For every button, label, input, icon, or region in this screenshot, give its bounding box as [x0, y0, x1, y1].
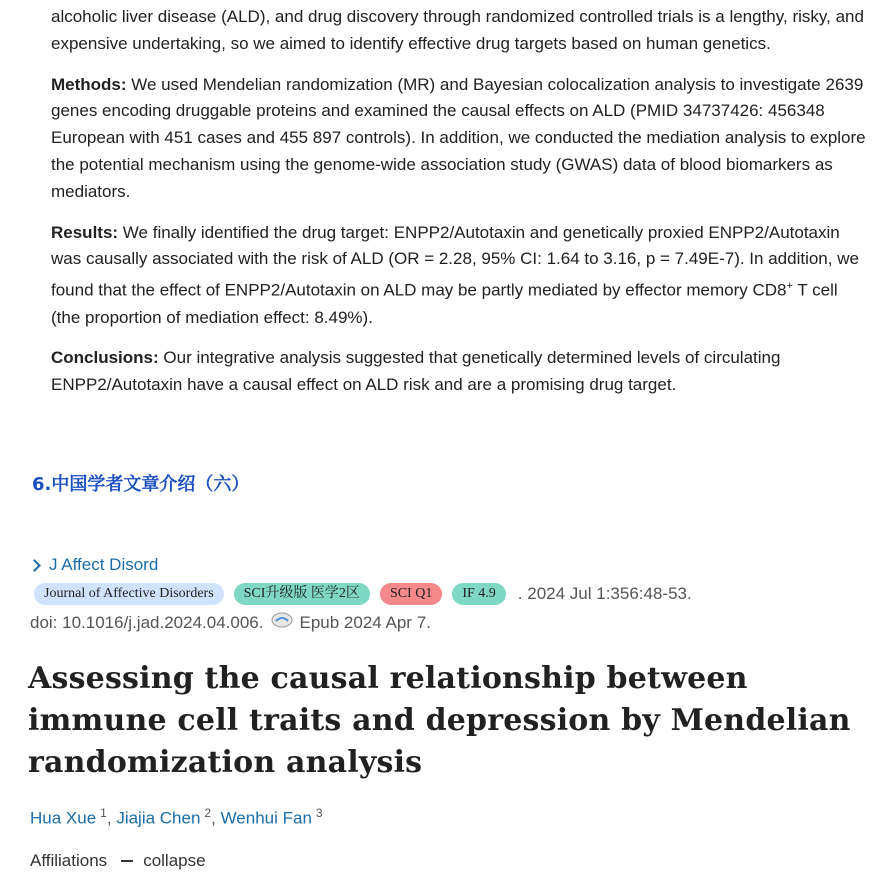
results-label: Results:	[51, 222, 119, 242]
doi-line	[30, 612, 431, 633]
journal-badges	[34, 583, 692, 605]
author-link[interactable]: Jiajia Chen	[116, 808, 201, 828]
abstract-conclusions	[51, 345, 866, 399]
results-text-a: We finally identified the drug target: ENPP2/Autotaxin and genetically proxied ENPP2/Autotaxin was causally associated with the risk of ALD (OR = 2.28, 95% CI: 1.64 to 3.16, p = 7.49E-7). In addition, we found that the effect of ENPP2/Autotaxin on ALD may be partly mediated by effector memory CD8	[51, 222, 859, 300]
chevron-right-icon	[28, 559, 41, 572]
abstract-results	[51, 220, 866, 332]
methods-text: We used Mendelian randomization (MR) and Bayesian colocalization analysis to investigate 2639 genes encoding druggable proteins and examined the causal effects on ALD (PMID 34737426: 456348 European with 451 cases and 455 897 controls). In addition, we conducted the mediation analysis to explore the potential mechanism using the genome-wide association study (GWAS) data of blood biomarkers as mediators.	[51, 74, 866, 201]
journal-link-label[interactable]: J Affect Disord	[49, 555, 159, 574]
conclusions-label: Conclusions:	[51, 348, 159, 368]
results-text-b: T cell (the proportion of mediation effect: 8.49%).	[51, 280, 838, 327]
section-title: 6.中国学者文章介绍（六）	[32, 474, 250, 495]
collapse-icon	[121, 860, 133, 862]
conclusions-text: Our integrative analysis suggested that genetically determined levels of circulating ENPP2/Autotaxin have a causal effect on ALD risk and are a promising drug target.	[51, 348, 781, 395]
methods-label: Methods:	[51, 74, 127, 94]
abstract	[51, 4, 866, 413]
journal-link[interactable]	[30, 555, 158, 575]
impact-factor-badge[interactable]: IF 4.9	[452, 583, 505, 605]
epub-date: Epub 2024 Apr 7.	[299, 612, 431, 632]
abstract-intro-text: alcoholic liver disease (ALD), and drug discovery through randomized controlled trials is a lengthy, risky, and expensive undertaking, so we aimed to identify effective drug targets based on human genetics.	[51, 7, 864, 53]
author-list	[30, 806, 323, 829]
affiliations-toggle[interactable]	[30, 851, 206, 871]
journal-name-badge[interactable]: Journal of Affective Disorders	[34, 583, 224, 605]
author-link[interactable]: Hua Xue	[30, 808, 97, 828]
citation-text: . 2024 Jul 1:356:48-53.	[517, 584, 692, 603]
sci-zone-badge[interactable]: SCI升级版 医学2区	[234, 583, 370, 605]
author-separator: ,	[106, 808, 117, 828]
results-superscript: +	[786, 280, 793, 293]
sci-quartile-badge[interactable]: SCI Q1	[380, 583, 442, 605]
affiliations-label: Affiliations	[30, 851, 108, 870]
author-affiliation-number[interactable]: 3	[315, 806, 323, 820]
author-affiliation-number[interactable]: 2	[204, 806, 212, 820]
abstract-methods	[51, 72, 866, 206]
author-affiliation-number[interactable]: 1	[100, 806, 107, 820]
article-title: Assessing the causal relationship between immune cell traits and depression by Mendelian randomization analysis	[28, 661, 851, 780]
collapse-label[interactable]: collapse	[143, 851, 206, 870]
doi-text: doi: 10.1016/j.jad.2024.04.006.	[30, 612, 264, 632]
author-separator: ,	[211, 808, 221, 828]
author-link[interactable]: Wenhui Fan	[220, 808, 312, 828]
free-article-icon	[271, 612, 293, 633]
abstract-intro	[51, 4, 866, 58]
